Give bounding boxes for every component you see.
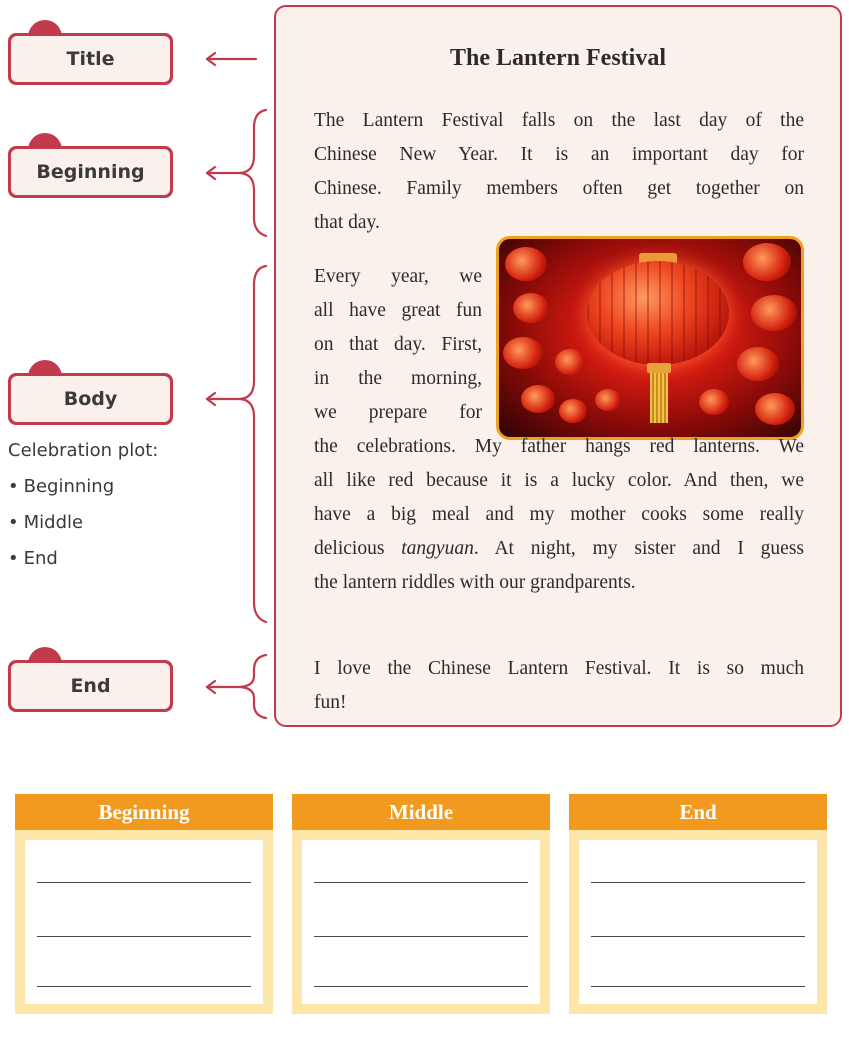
end-brace	[207, 655, 266, 718]
answer-blank[interactable]	[314, 936, 528, 937]
text-line: Every year, we	[314, 266, 482, 287]
label-end-text: End	[11, 663, 170, 709]
story-card	[274, 5, 842, 727]
side-note-item: • Beginning	[8, 469, 158, 505]
label-body	[8, 373, 173, 425]
paragraph-body	[314, 430, 804, 600]
text-line: in the morning,	[314, 368, 482, 389]
text-line: that day.	[314, 212, 380, 233]
answer-blank[interactable]	[591, 986, 805, 987]
label-title	[8, 33, 173, 85]
plot-box-beginning	[15, 794, 273, 1014]
side-note-item: • Middle	[8, 505, 158, 541]
answer-blank[interactable]	[314, 882, 528, 883]
answer-blank[interactable]	[591, 936, 805, 937]
text-line: Chinese New Year. It is an important day for	[314, 144, 804, 165]
text-line: delicious tangyuan. At night, my sister and I guess	[314, 538, 804, 559]
text-line: the celebrations. My father hangs red lanterns. We	[314, 436, 804, 457]
side-note-list	[8, 469, 158, 577]
plot-box-end	[569, 794, 827, 1014]
side-note-heading: Celebration plot:	[8, 440, 159, 461]
body-brace	[207, 266, 266, 622]
lantern-icon	[587, 261, 729, 365]
answer-blank[interactable]	[37, 936, 251, 937]
red-lanterns-photo	[496, 236, 804, 440]
side-note-item: • End	[8, 541, 158, 577]
text-line: I love the Chinese Lantern Festival. It is so much	[314, 658, 804, 679]
writing-area[interactable]	[579, 840, 817, 1004]
plot-box-heading: End	[569, 794, 827, 830]
label-end	[8, 660, 173, 712]
text-line: The Lantern Festival falls on the last day of the	[314, 110, 804, 131]
plot-box-heading: Beginning	[15, 794, 273, 830]
label-title-text: Title	[11, 36, 170, 82]
celebration-plot-note	[8, 433, 158, 577]
writing-area[interactable]	[25, 840, 263, 1004]
answer-blank[interactable]	[314, 986, 528, 987]
answer-blank[interactable]	[37, 882, 251, 883]
text-line: Chinese. Family members often get together on	[314, 178, 804, 199]
label-body-text: Body	[11, 376, 170, 422]
writing-area[interactable]	[302, 840, 540, 1004]
paragraph-end	[314, 652, 804, 720]
tangyuan-term: tangyuan	[401, 538, 474, 559]
text-line: fun!	[314, 692, 347, 713]
text-line: we prepare for	[314, 402, 482, 423]
text-line: the lantern riddles with our grandparents.	[314, 572, 636, 593]
text-line: have a big meal and my mother cooks some really	[314, 504, 804, 525]
text-line: all like red because it is a lucky color. And then, we	[314, 470, 804, 491]
text-line: all have great fun	[314, 300, 482, 321]
beginning-brace	[207, 110, 266, 236]
answer-blank[interactable]	[37, 986, 251, 987]
label-beginning	[8, 146, 173, 198]
plot-box-heading: Middle	[292, 794, 550, 830]
title-arrow	[207, 53, 256, 65]
paragraph-beginning	[314, 104, 804, 240]
label-beginning-text: Beginning	[11, 149, 170, 195]
text-line: on that day. First,	[314, 334, 482, 355]
plot-box-middle	[292, 794, 550, 1014]
answer-blank[interactable]	[591, 882, 805, 883]
story-title: The Lantern Festival	[450, 45, 666, 71]
